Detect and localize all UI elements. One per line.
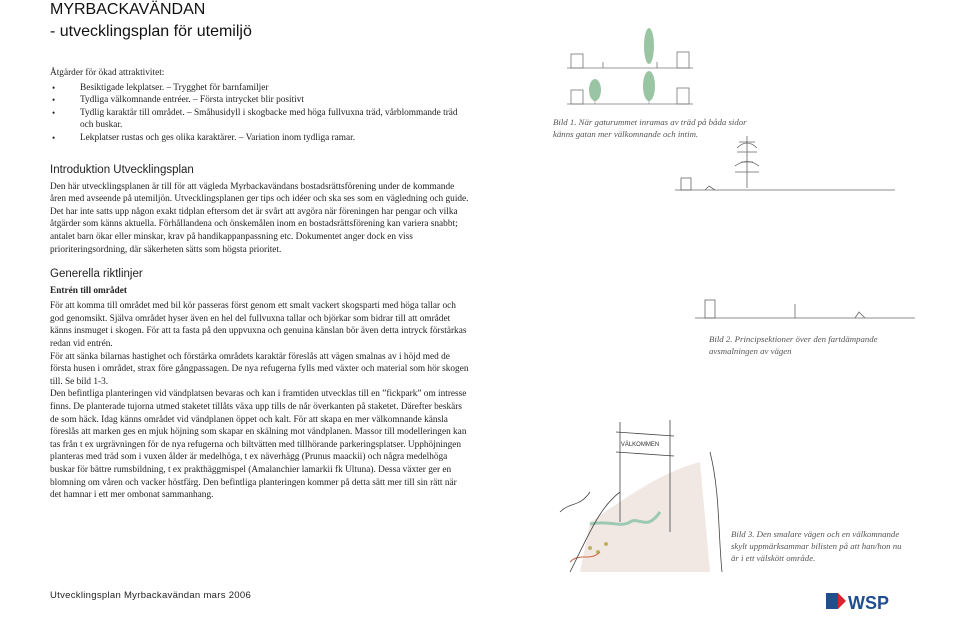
list-item: • Tydlig karaktär till området. – Småhusidyll i skogbacke med höga fullvuxna träd, vårblommande träd och buskar. [50, 107, 470, 132]
caption-bild2: Bild 2. Principsektioner över den fartdämpande avsmalningen av vägen [709, 334, 878, 356]
measures-list [50, 82, 470, 145]
wsp-logo-text: WSP [848, 593, 890, 613]
caption-bild3: Bild 3. Den smalare vägen och en välkomnande skylt uppmärksammar bilisten på att han/hon nu är i ett välskött område. [731, 529, 902, 563]
intro-section [50, 164, 470, 256]
guidelines-paragraph: För att komma till området med bil kör passeras först genom ett smalt vackert skogsparti med höga tallar och god genomsikt. Själva området hyser även en hel del fullvuxna tallar och björkar som bidrar till att området känns insmuget i skogen. För att ta fasta på den uppvuxna och genuina känslan bör även detta intryck förstärkas redan vid entrén. [50, 301, 467, 349]
wsp-logo [826, 590, 914, 616]
list-item: • Lekplatser rustas och ges olika karaktärer. – Variation inom tydliga ramar. [50, 132, 470, 145]
entrance-sketch-bild3 [550, 412, 728, 582]
measures-heading: Åtgärder för ökad attraktivitet: [50, 68, 165, 78]
guidelines-section [50, 268, 470, 502]
welcome-sign-text: VÄLKOMMEN [620, 442, 660, 448]
page-title: MYRBACKAVÄNDAN [50, 1, 206, 18]
guidelines-paragraph: För att sänka bilarnas hastighet och förstärka områdets karaktär föreslås att vägen smalnas av i höjd med de första husen i området, strax före gångpassagen. De nya refugerna fylls med växter och material som hör skogen till. Se bild 1-3. [50, 351, 469, 387]
intro-heading: Introduktion Utvecklingsplan [50, 164, 194, 176]
list-item: • Besiktigade lekplatser. – Trygghet för barnfamiljer [50, 82, 470, 95]
caption-bild1: Bild 1. När gaturummet inramas av träd på båda sidor känns gatan mer välkomnande och intim. [553, 117, 747, 139]
footer-text: Utvecklingsplan Myrbackavändan mars 2006 [50, 590, 252, 601]
section-sketch-bild2 [675, 128, 925, 343]
guidelines-subheading: Entrén till området [50, 285, 127, 296]
page-subtitle: - utvecklingsplan för utemiljö [50, 23, 252, 40]
measures-section [50, 67, 470, 145]
intro-paragraph: Det har inte satts upp någon exakt tidplan eftersom det är svårt att avgöra när föreningen har pengar och vilka åtgärder som känns aktuella. Förhållandena och önskemålen inom en bostadsrättsförening kan variera snabbt; antalet barn ökar eller minskar, krav på handikappanpassning etc. Dokumentet anger dock en viss prioriteringsordning, där säkerheten sätts som högsta prioritet. [50, 206, 458, 255]
guidelines-paragraph: Den befintliga planteringen vid vändplatsen bevaras och kan i framtiden utvecklas till en ”fickpark” om intresse finns. De planterade tujorna utmed staketet tillåts växa upp tills de når överkanten på staketet. Därefter beskärs de som häck. Idag känns området vid vändplanen öppet och kalt. För att skapa en mer välkomnande känsla föreslås att marken ges en mjuk höjning som skapar en skälning mot vändplanen. Massor till modelleringen kan tas från t ex urgrävningen för de nya refugerna och biltvätten med tillhörande parkeringsplatser. Upphöjningen planteras med träd som i vuxen ålder är medelhöga, t ex näverhägg (Prunus maackii) och några medelhöga buskar för bättre rumsbildning, t ex prakthäggmispel (Amalanchier lamarkii fk Ultuna). Dessa växter ger en blomning om våren och vacker höstfärg. Den befintliga planteringen kommer på detta sätt mer till sin rätt när det hamnar i ett mer ombonat sammanhang. [50, 389, 467, 501]
section-sketch-bild1 [565, 22, 695, 110]
list-item: • Tydliga välkomnande entréer. – Första intrycket blir positivt [50, 94, 470, 107]
intro-paragraph: Den här utvecklingsplanen är till för att vägleda Myrbackavändans bostadsrättsförening under de kommande åren med avseende på utemiljön. Utvecklingsplanen ger tips och idéer och ska ses som en vägledning och guide. [50, 181, 469, 205]
guidelines-heading: Generella riktlinjer [50, 268, 143, 280]
